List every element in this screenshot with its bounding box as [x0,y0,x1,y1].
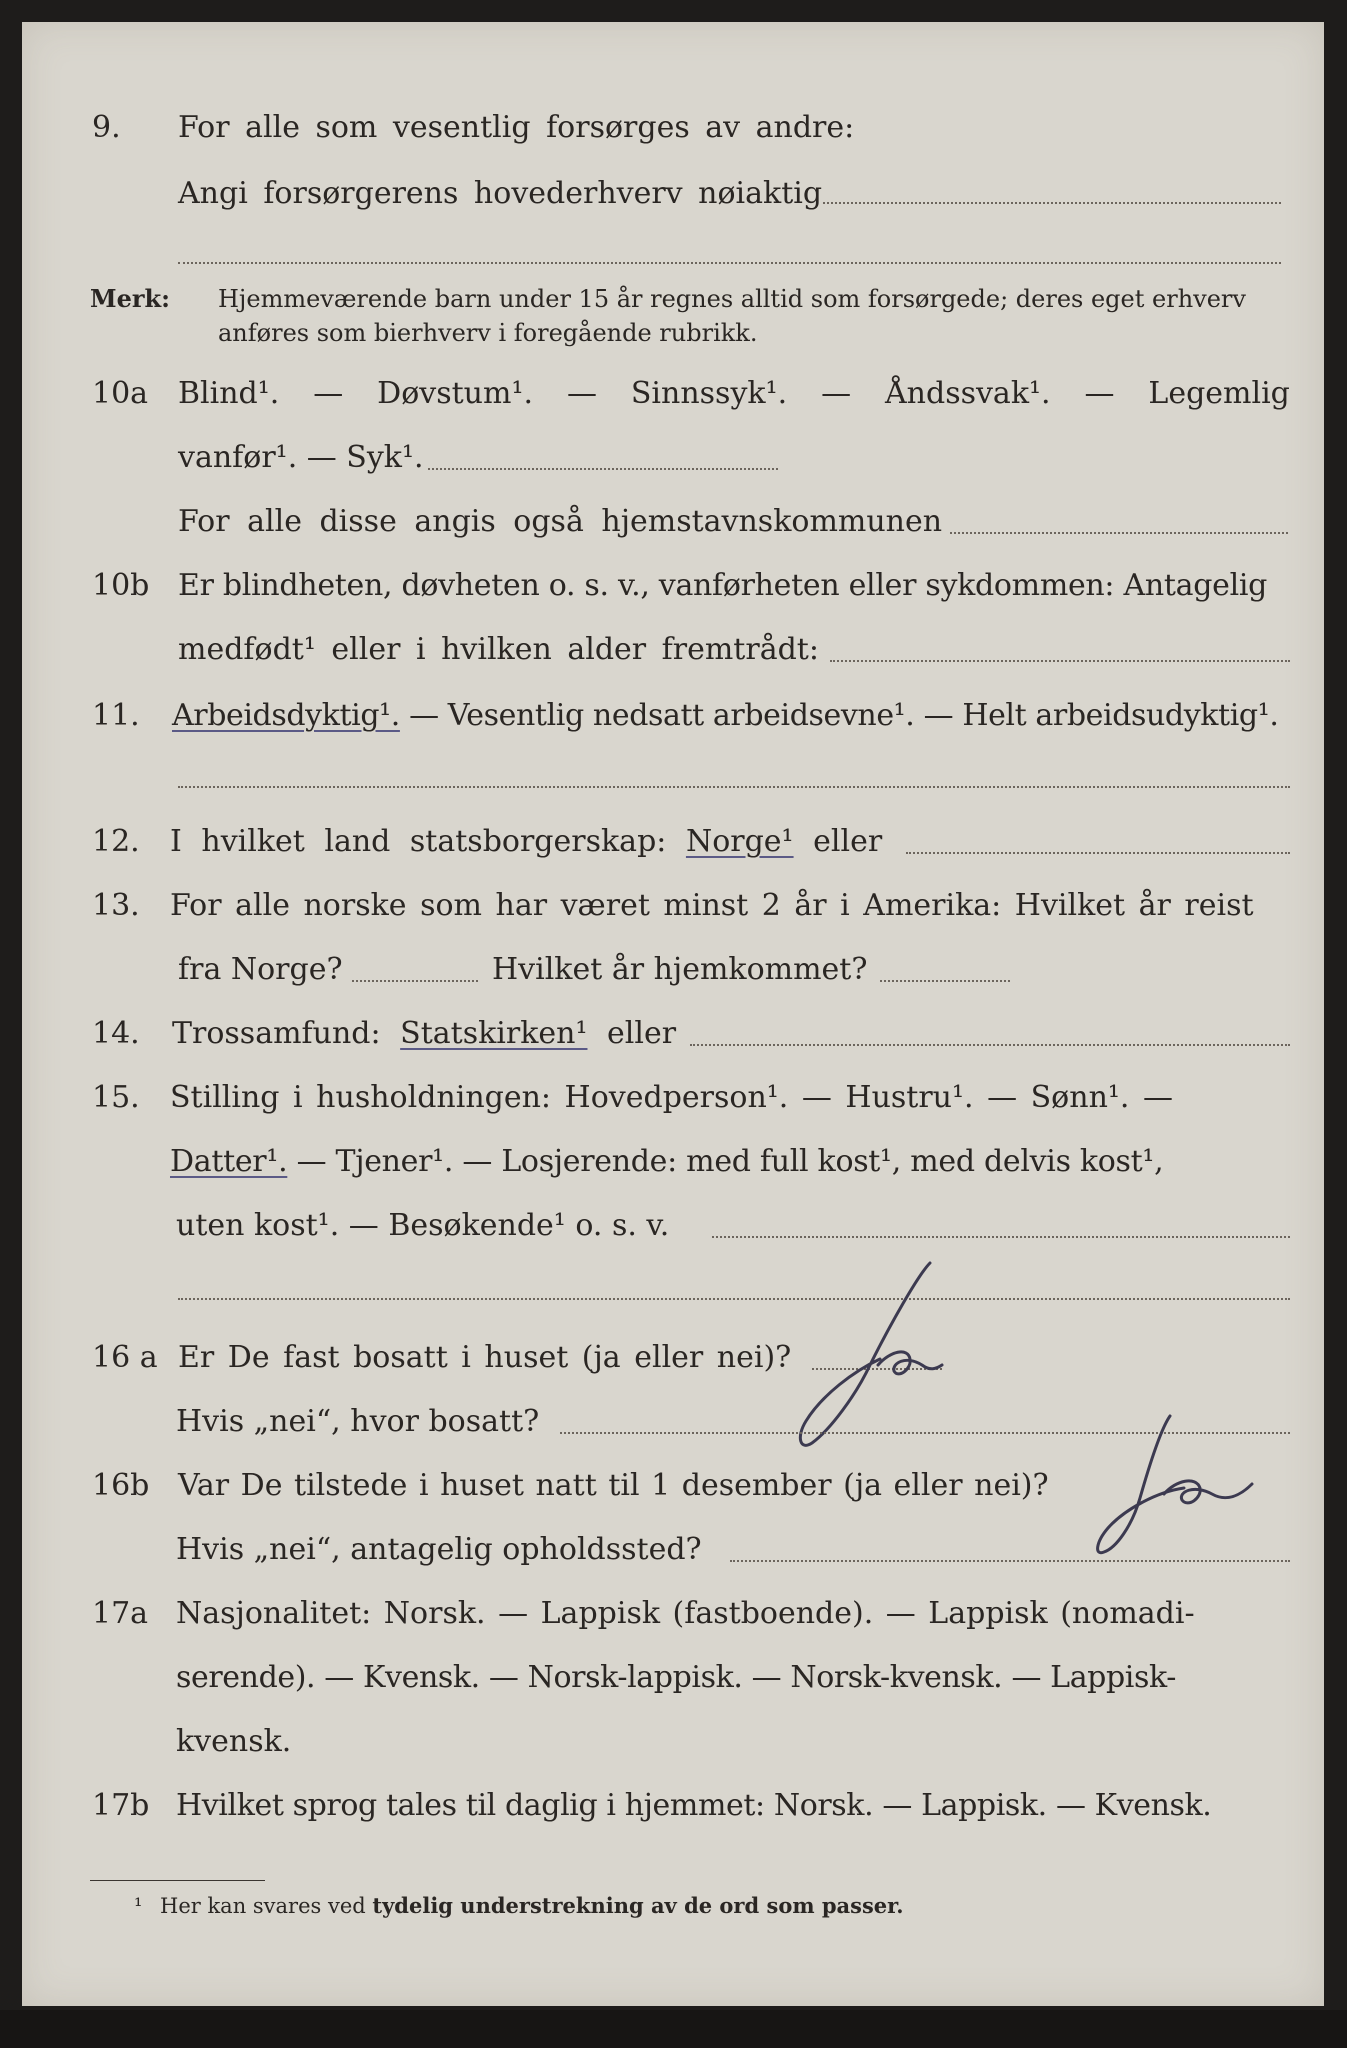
question-text: Hvis „nei“, antagelig opholdssted? [176,1532,702,1567]
question-text: Nasjonalitet: Norsk. — Lappisk (fastboende). — Lappisk (nomadi- [176,1596,1195,1631]
question-number: 14. [92,1016,140,1051]
dash: — [1084,376,1115,411]
question-text: Hvilket sprog tales til daglig i hjemmet: Norsk. — Lappisk. — Kvensk. [176,1788,1212,1823]
question-text [170,822,882,862]
question-number: 13. [92,888,140,923]
footnote-plain: Her kan svares ved [160,1894,366,1918]
question-text: kvensk. [176,1724,292,1759]
question-number: 16 a [92,1340,158,1375]
handwritten-answer-ja [770,1255,950,1455]
question-label: Trossamfund: [172,1016,381,1051]
question-text: For alle som vesentlig forsørges av andre: [178,110,855,145]
question-text [172,1014,676,1054]
option-blind[interactable]: Blind¹. [178,376,280,411]
question-label: I hvilket land statsborgerskap: [170,824,667,859]
question-number: 10b [92,568,150,603]
answer-line[interactable] [428,468,778,470]
answer-line[interactable] [178,786,1290,788]
selected-option-statskirken[interactable]: Statskirken¹ [400,1016,588,1051]
question-label: eller [607,1016,677,1051]
note-text: anføres som bierhverv i foregående rubrikk. [218,319,758,347]
question-text: serende). — Kvensk. — Norsk-lappisk. — Norsk-kvensk. — Lappisk- [176,1660,1176,1695]
question-text: Er blindheten, døvheten o. s. v., vanførheten eller sykdommen: Antagelig [178,568,1268,603]
answer-line[interactable] [950,532,1288,534]
answer-line[interactable] [880,980,1010,982]
answer-line[interactable] [906,852,1290,854]
option-legemlig[interactable]: Legemlig [1148,376,1290,411]
footnote-divider [90,1880,265,1881]
question-text: Er De fast bosatt i huset (ja eller nei)? [178,1340,792,1375]
question-text: fra Norge? [178,952,343,987]
question-number: 12. [92,824,140,859]
answer-line[interactable] [730,1560,1290,1562]
answer-line[interactable] [830,660,1290,662]
scan-border [0,2010,1347,2048]
answer-line[interactable] [178,1298,1290,1300]
selected-option-arbeidsdyktig[interactable]: Arbeidsdyktig¹. [172,698,400,733]
question-text: For alle norske som har været minst 2 år i Amerika: Hvilket år reist [170,888,1254,923]
question-text: vanfør¹. — Syk¹. [178,440,424,475]
question-number: 16b [92,1468,150,1503]
handwritten-answer-ja-2 [1060,1410,1260,1560]
selected-option-norge[interactable]: Norge¹ [685,824,794,859]
dash: — [313,376,344,411]
question-number: 11. [92,698,140,733]
question-text: medfødt¹ eller i hvilken alder fremtrådt: [178,632,819,667]
question-text: Var De tilstede i huset natt til 1 desember (ja eller nei)? [178,1468,1049,1503]
option-sinnssyk[interactable]: Sinnssyk¹. [630,376,788,411]
answer-line[interactable] [690,1044,1290,1046]
footnote-mark: ¹ [134,1894,143,1918]
answer-line[interactable] [178,262,1281,264]
question-number: 17a [92,1596,149,1631]
question-number: 9. [92,110,121,145]
question-text: Hvis „nei“, hvor bosatt? [176,1404,540,1439]
option-list [178,374,1290,414]
footnote-bold: tydelig understrekning av de ord som passer. [372,1893,904,1918]
note-label: Merk: [90,284,170,313]
answer-line[interactable] [352,980,478,982]
question-number: 10a [92,376,149,411]
dash: — [821,376,852,411]
note-text: Hjemmeværende barn under 15 år regnes alltid som forsørgede; deres eget erhverv [218,285,1246,313]
answer-line[interactable] [823,202,1281,204]
other-options: — Vesentlig nedsatt arbeidsevne¹. — Helt arbeidsudyktig¹. [409,698,1279,733]
question-number: 17b [92,1788,150,1823]
question-text: Angi forsørgerens hovederhverv nøiaktig [178,176,823,211]
option-andssvak[interactable]: Åndssvak¹. [885,376,1051,411]
footnote-text [160,1886,904,1926]
question-text: uten kost¹. — Besøkende¹ o. s. v. [176,1208,670,1243]
question-label: eller [813,824,883,859]
selected-option-datter[interactable]: Datter¹. [170,1144,288,1179]
question-text: Stilling i husholdningen: Hovedperson¹. — Hustru¹. — Sønn¹. — [170,1080,1173,1115]
question-text [170,1142,1163,1182]
answer-line[interactable] [712,1236,1290,1238]
other-options: — Tjener¹. — Losjerende: med full kost¹, med delvis kost¹, [296,1144,1164,1179]
dash: — [566,376,597,411]
question-text [172,696,1278,736]
question-text: For alle disse angis også hjemstavnskommunen [178,504,943,539]
option-dovstum[interactable]: Døvstum¹. [377,376,534,411]
question-number: 15. [92,1080,140,1115]
question-text: Hvilket år hjemkommet? [492,952,868,987]
